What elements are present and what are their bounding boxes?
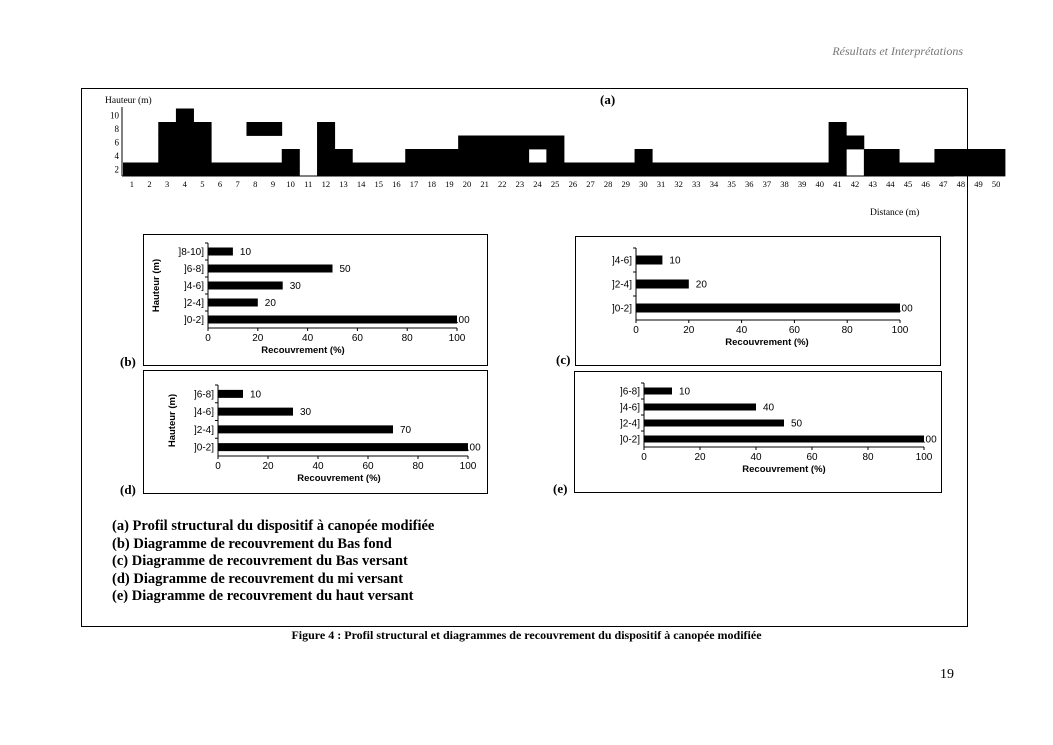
profile-cell (246, 122, 264, 136)
profile-x-tick: 15 (374, 179, 384, 189)
category-label: ]0-2] (611, 303, 632, 315)
profile-x-tick: 23 (515, 179, 525, 189)
category-label: ]6-8] (619, 386, 640, 398)
profile-cell (546, 163, 564, 177)
profile-cell (317, 122, 335, 136)
legend-letter: (c) (112, 553, 129, 569)
profile-x-tick: 11 (304, 179, 313, 189)
x-tick-label: 40 (312, 461, 324, 472)
data-label: 50 (791, 418, 803, 430)
profile-cell (335, 163, 353, 177)
x-tick-label: 0 (633, 325, 639, 336)
category-label: ]0-2] (619, 434, 640, 446)
chart-e (574, 371, 942, 493)
profile-cell (282, 163, 300, 177)
profile-cell (388, 163, 406, 177)
panel-letter-c: (c) (556, 352, 571, 367)
profile-cell (264, 122, 282, 136)
data-label: 20 (264, 298, 276, 309)
profile-y-tick: 4 (114, 150, 119, 161)
profile-cell (546, 136, 564, 150)
profile-x-tick: 24 (533, 179, 542, 189)
profile-cell (211, 163, 229, 177)
profile-x-tick: 31 (656, 179, 666, 189)
x-axis-label: Recouvrement (%) (297, 473, 381, 484)
profile-x-tick: 9 (270, 179, 276, 189)
profile-x-tick: 22 (498, 179, 507, 189)
profile-cell (458, 149, 476, 163)
profile-cell (582, 163, 600, 177)
bar (636, 256, 662, 265)
x-tick-label: 100 (448, 333, 466, 344)
profile-x-tick: 30 (639, 179, 648, 189)
profile-y-label: Hauteur (m) (105, 96, 152, 106)
x-tick-label: 0 (215, 461, 221, 472)
bar (218, 408, 293, 416)
data-label: 30 (300, 407, 312, 419)
profile-cell (987, 149, 1005, 163)
profile-cell (493, 136, 511, 150)
data-label: 40 (763, 402, 775, 414)
data-label: 10 (669, 255, 681, 267)
bar (644, 420, 784, 427)
profile-cell (564, 163, 582, 177)
profile-x-tick: 46 (921, 179, 930, 189)
bar (636, 280, 689, 289)
profile-x-tick: 28 (603, 179, 613, 189)
profile-cell (776, 163, 794, 177)
profile-x-tick: 40 (815, 179, 825, 189)
profile-cell (476, 136, 494, 150)
profile-x-tick: 17 (409, 179, 419, 189)
profile-x-tick: 5 (200, 179, 205, 189)
profile-cell (952, 149, 970, 163)
profile-cell (194, 163, 212, 177)
legend-item (112, 536, 434, 554)
category-label: ]4-6] (611, 255, 632, 267)
profile-x-tick: 48 (956, 179, 966, 189)
profile-cell (670, 163, 688, 177)
data-label: 20 (695, 279, 707, 291)
profile-cell (317, 149, 335, 163)
profile-x-tick: 8 (253, 179, 258, 189)
profile-x-tick: 41 (833, 179, 842, 189)
profile-x-tick: 27 (586, 179, 595, 189)
profile-cell (970, 163, 988, 177)
profile-cell (511, 149, 529, 163)
profile-x-tick: 1 (129, 179, 134, 189)
profile-cell (423, 163, 441, 177)
profile-cell (529, 136, 547, 150)
profile-x-tick: 33 (692, 179, 701, 189)
profile-y-tick: 6 (114, 137, 119, 148)
profile-cell (687, 163, 705, 177)
x-tick-label: 100 (459, 461, 477, 472)
legend-letter: (e) (112, 588, 129, 604)
profile-cell (158, 163, 176, 177)
profile-x-tick: 36 (744, 179, 754, 189)
x-tick-label: 0 (641, 452, 647, 463)
profile-x-tick: 32 (674, 179, 683, 189)
profile-cell (317, 163, 335, 177)
profile-x-tick: 39 (797, 179, 807, 189)
profile-cell (705, 163, 723, 177)
legend-text: Profil structural du dispositif à canopée modifiée (132, 518, 435, 534)
profile-x-tick: 20 (462, 179, 472, 189)
data-label: 100 (464, 442, 481, 454)
legend-text: Diagramme de recouvrement du mi versant (133, 570, 404, 587)
profile-x-tick: 26 (568, 179, 578, 189)
profile-cell (423, 149, 441, 163)
bar (644, 436, 924, 443)
bar (218, 425, 393, 433)
data-label: 100 (920, 434, 937, 446)
legend-letter: (d) (112, 570, 130, 587)
page-number: 19 (940, 667, 954, 682)
profile-cell (723, 163, 741, 177)
profile-x-tick: 45 (903, 179, 913, 189)
profile-x-tick: 25 (550, 179, 560, 189)
profile-cell (141, 163, 159, 177)
profile-cell (370, 163, 388, 177)
profile-cell (441, 163, 459, 177)
y-axis-label: Hauteur (m) (151, 258, 162, 313)
x-axis-label: Recouvrement (%) (261, 345, 345, 356)
profile-cell (829, 122, 847, 136)
profile-cell (529, 163, 547, 177)
profile-cell (158, 149, 176, 163)
profile-x-tick: 14 (356, 179, 366, 189)
category-label: ]0-2] (193, 442, 214, 454)
bar (218, 443, 468, 451)
category-label: ]4-6] (193, 407, 214, 419)
profile-x-tick: 7 (235, 179, 240, 189)
profile-x-tick: 12 (321, 179, 331, 189)
profile-cell (811, 163, 829, 177)
category-label: ]8-10] (178, 247, 204, 258)
data-label: 100 (896, 303, 913, 315)
running-header: Résultats et Interprétations (832, 44, 963, 58)
legend-text: Diagramme de recouvrement du haut versant (131, 588, 414, 604)
profile-cell (846, 136, 864, 150)
data-label: 50 (339, 264, 351, 275)
x-tick-label: 60 (362, 461, 374, 472)
category-label: ]4-6] (619, 402, 640, 414)
profile-cell (493, 163, 511, 177)
profile-x-tick: 50 (991, 179, 1001, 189)
profile-x-tick: 16 (392, 179, 401, 189)
x-tick-label: 80 (862, 452, 874, 463)
profile-x-tick: 6 (217, 179, 223, 189)
chart-d (143, 370, 488, 494)
legend-item (112, 553, 434, 571)
profile-cell (599, 163, 617, 177)
profile-x-tick: 29 (621, 179, 630, 189)
panel-letter-d: (d) (120, 482, 136, 497)
profile-cell (458, 163, 476, 177)
profile-cell (194, 149, 212, 163)
bar (644, 404, 756, 411)
x-tick-label: 60 (788, 325, 800, 336)
profile-x-tick: 42 (850, 179, 860, 189)
x-tick-label: 20 (683, 325, 695, 336)
profile-cell (493, 149, 511, 163)
profile-cell (176, 136, 194, 150)
profile-cell (829, 163, 847, 177)
y-axis-label: Hauteur (m) (167, 393, 178, 448)
legend-letter: (b) (112, 535, 130, 552)
legend-item (112, 588, 434, 606)
legend-text: Diagramme de recouvrement du Bas versant (131, 553, 408, 569)
profile-cell (899, 163, 917, 177)
profile-x-tick: 10 (286, 179, 295, 189)
x-tick-label: 20 (252, 333, 264, 344)
profile-cell (458, 136, 476, 150)
category-label: ]2-4] (183, 298, 204, 309)
profile-cell (158, 136, 176, 150)
profile-cell (176, 122, 194, 136)
chart-b (143, 234, 488, 366)
profile-cell (476, 149, 494, 163)
profile-chart (82, 89, 1001, 229)
figure-legend-list (112, 518, 434, 606)
profile-cell (829, 149, 847, 163)
profile-cell (987, 163, 1005, 177)
data-label: 10 (239, 247, 252, 258)
profile-cell (405, 149, 423, 163)
profile-x-tick: 19 (445, 179, 454, 189)
profile-cell (194, 122, 212, 136)
category-label: ]2-4] (193, 424, 214, 436)
bar (208, 265, 333, 273)
category-label: ]6-8] (193, 389, 214, 401)
profile-cell (546, 149, 564, 163)
x-tick-label: 20 (262, 461, 274, 472)
profile-cell (176, 109, 194, 123)
profile-y-tick: 8 (114, 123, 119, 134)
profile-x-tick: 37 (762, 179, 772, 189)
profile-cell (882, 163, 900, 177)
profile-cell (405, 163, 423, 177)
bar (208, 282, 283, 290)
x-tick-label: 100 (891, 325, 909, 336)
category-label: ]0-2] (183, 315, 204, 326)
x-tick-label: 60 (806, 452, 818, 463)
bar (636, 304, 900, 313)
profile-x-tick: 34 (709, 179, 719, 189)
x-tick-label: 80 (841, 325, 853, 336)
profile-cell (176, 149, 194, 163)
x-tick-label: 100 (915, 452, 933, 463)
profile-cell (176, 163, 194, 177)
x-axis-label: Recouvrement (%) (742, 464, 826, 475)
bar (644, 388, 672, 395)
profile-cell (934, 149, 952, 163)
profile-cell (229, 163, 247, 177)
profile-cell (635, 163, 653, 177)
bar (208, 299, 258, 307)
bar (208, 316, 457, 324)
profile-cell (335, 149, 353, 163)
profile-cell (864, 149, 882, 163)
category-label: ]4-6] (183, 281, 204, 292)
profile-cell (829, 136, 847, 150)
x-tick-label: 40 (302, 333, 314, 344)
profile-cell (511, 163, 529, 177)
profile-cell (882, 149, 900, 163)
profile-cell (970, 149, 988, 163)
profile-cell (282, 149, 300, 163)
profile-cell (352, 163, 370, 177)
category-label: ]2-4] (619, 418, 640, 430)
profile-x-tick: 21 (480, 179, 489, 189)
bar (208, 248, 233, 256)
category-label: ]2-4] (611, 279, 632, 291)
x-tick-label: 80 (412, 461, 424, 472)
profile-x-tick: 2 (147, 179, 152, 189)
x-tick-label: 80 (401, 333, 413, 344)
x-tick-label: 20 (694, 452, 706, 463)
profile-x-label: Distance (m) (870, 208, 920, 218)
legend-text: Diagramme de recouvrement du Bas fond (133, 535, 392, 552)
x-tick-label: 40 (736, 325, 748, 336)
profile-cell (917, 163, 935, 177)
profile-x-tick: 47 (939, 179, 948, 189)
category-label: ]6-8] (183, 264, 204, 275)
profile-cell (123, 163, 141, 177)
data-label: 100 (453, 315, 470, 326)
x-tick-label: 40 (750, 452, 762, 463)
panel-letter-b: (b) (120, 354, 136, 369)
panel-letter-a: (a) (600, 92, 616, 107)
x-tick-label: 60 (351, 333, 363, 344)
bar (218, 390, 243, 398)
profile-y-tick: 2 (114, 164, 119, 175)
profile-cell (952, 163, 970, 177)
profile-cell (246, 163, 264, 177)
profile-cell (264, 163, 282, 177)
profile-x-tick: 18 (427, 179, 436, 189)
data-label: 70 (400, 424, 412, 436)
data-label: 30 (289, 281, 301, 292)
profile-cell (158, 122, 176, 136)
profile-cell (793, 163, 811, 177)
panel-letter-e: (e) (553, 481, 568, 496)
data-label: 10 (679, 386, 691, 398)
figure-caption: Figure 4 : Profil structural et diagrammes de recouvrement du dispositif à canopée modifiée (291, 628, 762, 642)
profile-x-tick: 44 (886, 179, 895, 189)
profile-x-tick: 13 (339, 179, 348, 189)
profile-cell (441, 149, 459, 163)
legend-item (112, 518, 434, 536)
profile-x-tick: 3 (164, 179, 170, 189)
legend-letter: (a) (112, 518, 129, 534)
x-axis-label: Recouvrement (%) (725, 337, 809, 348)
profile-cell (511, 136, 529, 150)
profile-cell (934, 163, 952, 177)
legend-item (112, 571, 434, 589)
profile-x-tick: 35 (727, 179, 736, 189)
profile-x-tick: 43 (868, 179, 877, 189)
profile-x-tick: 38 (780, 179, 789, 189)
data-label: 10 (250, 389, 262, 401)
profile-cell (617, 163, 635, 177)
profile-cell (635, 149, 653, 163)
profile-y-tick: 10 (110, 110, 119, 121)
profile-cell (652, 163, 670, 177)
profile-cell (864, 163, 882, 177)
profile-cell (758, 163, 776, 177)
chart-c (575, 236, 941, 366)
profile-cell (740, 163, 758, 177)
profile-x-tick: 49 (974, 179, 983, 189)
profile-cell (317, 136, 335, 150)
profile-cell (476, 163, 494, 177)
x-tick-label: 0 (205, 333, 211, 344)
profile-x-tick: 4 (182, 179, 187, 189)
profile-cell (194, 136, 212, 150)
